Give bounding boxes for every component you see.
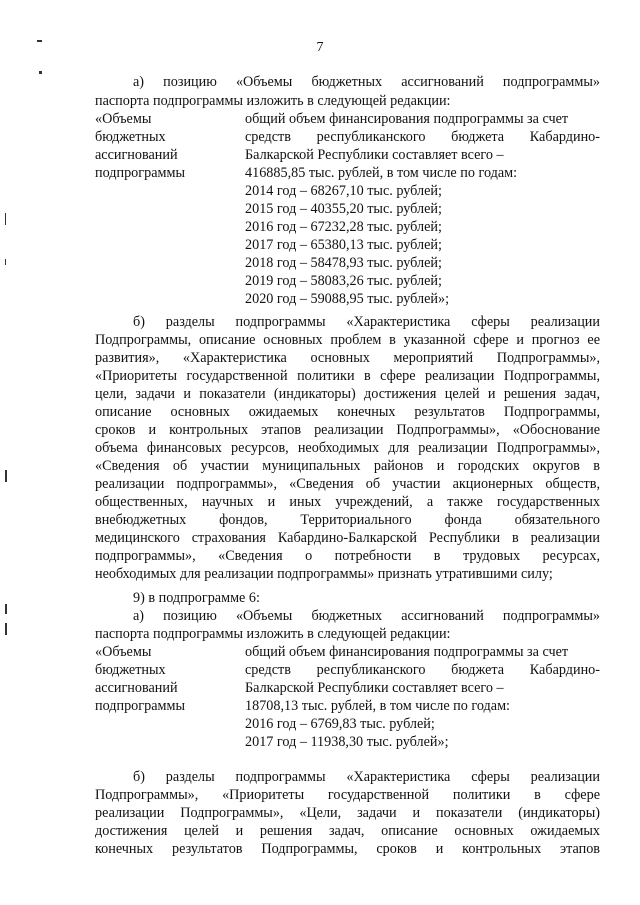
block1-year-line: 2018 год – 58478,93 тыс. рублей; bbox=[245, 255, 442, 271]
block1-value-line: средств республиканского бюджета Кабардино- bbox=[245, 129, 600, 145]
block2-year-line: 2016 год – 6769,83 тыс. рублей; bbox=[245, 716, 435, 732]
block2-lead-line: а) позицию «Объемы бюджетных ассигнований подпрограммы» bbox=[133, 608, 600, 624]
block1-label-line: «Объемы bbox=[95, 111, 152, 127]
para-b1-line: «Сведения об участии муниципальных районов и городских округов в bbox=[95, 458, 600, 474]
para-b2-line: реализации Подпрограммы», «Цели, задачи и показатели (индикаторы) bbox=[95, 805, 600, 821]
block2-label-line: бюджетных bbox=[95, 662, 166, 678]
item-9-heading: 9) в подпрограмме 6: bbox=[133, 590, 260, 606]
block2-value-line: общий объем финансирования подпрограммы за счет bbox=[245, 644, 569, 660]
scan-mark bbox=[5, 623, 7, 635]
para-b1-line: реализации подпрограммы», «Сведения об участии акционерных обществ, bbox=[95, 476, 600, 492]
para-b1-line: объема финансовых ресурсов, необходимых для реализации Подпрограммы», bbox=[95, 440, 600, 456]
block1-value-line: 416885,85 тыс. рублей, в том числе по годам: bbox=[245, 165, 518, 181]
para-b1-line: развития», «Характеристика основных мероприятий Подпрограммы», bbox=[95, 350, 600, 366]
scan-mark bbox=[5, 604, 7, 614]
block2-lead-line: паспорта подпрограммы изложить в следующей редакции: bbox=[95, 626, 451, 642]
para-b2-line: конечных результатов Подпрограммы, сроков и контрольных этапов bbox=[95, 841, 600, 857]
scan-mark bbox=[5, 470, 7, 482]
para-b1-line: сроков и контрольных этапов реализации Подпрограммы», «Обоснование bbox=[95, 422, 600, 438]
para-b1-line: цели, задачи и показатели (индикаторы) достижения целей и решения задач, bbox=[95, 386, 600, 402]
para-b1-line: б) разделы подпрограммы «Характеристика сферы реализации bbox=[133, 314, 600, 330]
block1-year-line: 2020 год – 59088,95 тыс. рублей»; bbox=[245, 291, 450, 307]
block1-label-line: бюджетных bbox=[95, 129, 166, 145]
block2-label-line: ассигнований bbox=[95, 680, 178, 696]
para-b1-line: описание основных ожидаемых конечных результатов Подпрограммы, bbox=[95, 404, 600, 420]
para-b2-line: достижения целей и решения задач, описание основных ожидаемых bbox=[95, 823, 600, 839]
block2-value-line: Балкарской Республики составляет всего – bbox=[245, 680, 504, 696]
block1-lead-line: паспорта подпрограммы изложить в следующей редакции: bbox=[95, 93, 451, 109]
para-b1-line: подпрограммы», «Сведения о потребности в трудовых ресурсах, bbox=[95, 548, 600, 564]
scan-mark bbox=[37, 40, 42, 42]
para-b1-line: Подпрограммы, описание основных проблем в указанной сфере и прогноз ее bbox=[95, 332, 600, 348]
block1-year-line: 2017 год – 65380,13 тыс. рублей; bbox=[245, 237, 442, 253]
scan-mark bbox=[5, 213, 6, 225]
block2-label-line: «Объемы bbox=[95, 644, 152, 660]
block1-lead-line: а) позицию «Объемы бюджетных ассигнований подпрограммы» bbox=[133, 74, 600, 90]
block1-value-line: Балкарской Республики составляет всего – bbox=[245, 147, 504, 163]
block2-value-line: 18708,13 тыс. рублей, в том числе по годам: bbox=[245, 698, 510, 714]
block1-year-line: 2015 год – 40355,20 тыс. рублей; bbox=[245, 201, 442, 217]
para-b2-line: б) разделы подпрограммы «Характеристика сферы реализации bbox=[133, 769, 600, 785]
block1-year-line: 2014 год – 68267,10 тыс. рублей; bbox=[245, 183, 442, 199]
scan-mark bbox=[39, 71, 42, 74]
block2-year-line: 2017 год – 11938,30 тыс. рублей»; bbox=[245, 734, 449, 750]
para-b1-line: «Приоритеты государственной политики в сфере реализации Подпрограммы, bbox=[95, 368, 600, 384]
block2-value-line: средств республиканского бюджета Кабардино- bbox=[245, 662, 600, 678]
para-b1-line: внебюджетных фондов, Территориального фонда обязательного bbox=[95, 512, 600, 528]
block1-label-line: ассигнований bbox=[95, 147, 178, 163]
page-number: 7 bbox=[316, 40, 324, 55]
block1-year-line: 2019 год – 58083,26 тыс. рублей; bbox=[245, 273, 442, 289]
para-b1-line: общественных, научных и иных учреждений, а также государственных bbox=[95, 494, 600, 510]
block1-year-line: 2016 год – 67232,28 тыс. рублей; bbox=[245, 219, 442, 235]
scan-mark bbox=[5, 259, 6, 265]
para-b2-line: Подпрограммы», «Приоритеты государственной политики в сфере bbox=[95, 787, 600, 803]
para-b1-line: медицинского страхования Кабардино-Балкарской Республики в реализации bbox=[95, 530, 600, 546]
block1-label-line: подпрограммы bbox=[95, 165, 185, 181]
block1-value-line: общий объем финансирования подпрограммы за счет bbox=[245, 111, 569, 127]
para-b1-line: необходимых для реализации подпрограммы» признать утратившими силу; bbox=[95, 566, 553, 582]
block2-label-line: подпрограммы bbox=[95, 698, 185, 714]
